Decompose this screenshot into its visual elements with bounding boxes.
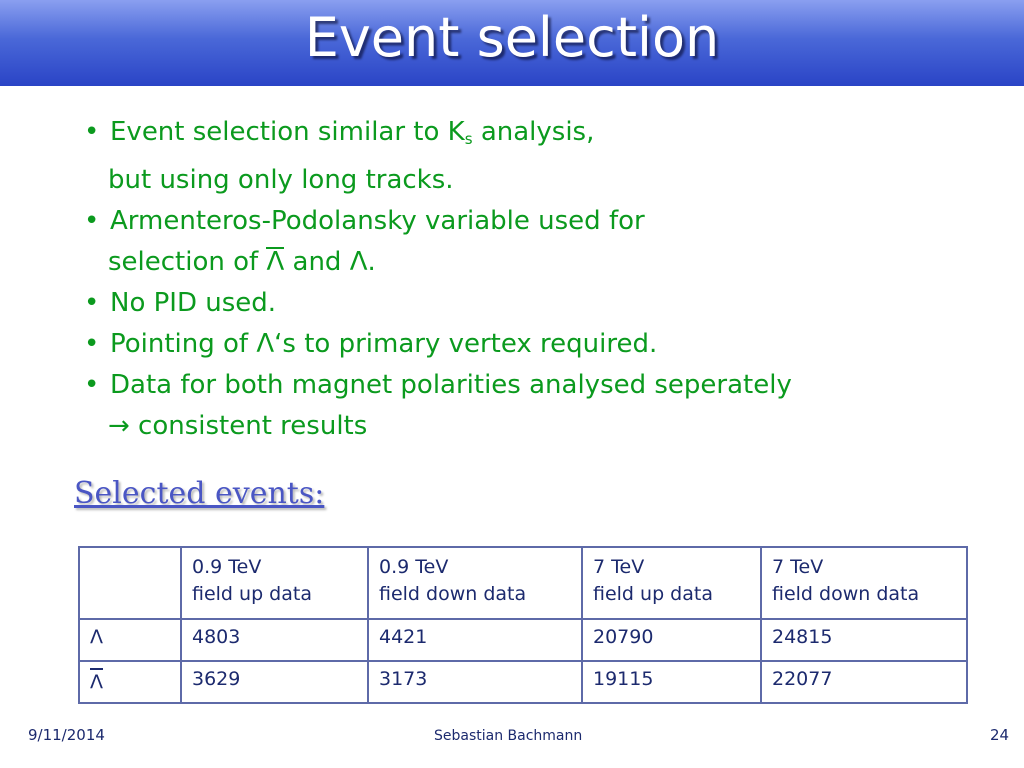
row-label-lambda: Λ — [79, 619, 181, 661]
table-header-cell: 0.9 TeV field down data — [368, 547, 582, 619]
bullet-dot: • — [84, 329, 100, 359]
table-header-cell: 7 TeV field down data — [761, 547, 967, 619]
bullet-2-continuation: selection of Λ and Λ. — [108, 247, 376, 277]
table-row — [79, 661, 967, 703]
table-cell: 22077 — [761, 661, 967, 703]
table-row — [79, 619, 967, 661]
bullet-4: • Pointing of Λ‘s to primary vertex required. — [80, 324, 980, 365]
table-header-cell: 7 TeV field up data — [582, 547, 761, 619]
table-cell: 3629 — [181, 661, 368, 703]
antilambda-symbol: Λ — [266, 247, 285, 277]
footer-date: 9/11/2014 — [28, 726, 105, 744]
bullet-dot: • — [84, 117, 100, 147]
bullet-1: • Event selection similar to $K_s$ analysis, — [80, 112, 980, 160]
slide-title: Event selection — [304, 6, 720, 69]
table-cell: 20790 — [582, 619, 761, 661]
page-number: 24 — [990, 726, 1010, 744]
bullet-dot: • — [84, 288, 100, 318]
bullet-1-continuation: but using only long tracks. — [108, 165, 454, 195]
table-header-row — [79, 547, 967, 619]
bullet-dot: • — [84, 206, 100, 236]
table-header-cell — [79, 547, 181, 619]
bullet-3: • No PID used. — [80, 283, 980, 324]
table-cell: 4421 — [368, 619, 582, 661]
table-header-cell: 0.9 TeV field up data — [181, 547, 368, 619]
events-table — [78, 546, 968, 704]
bullet-2: • Armenteros-Podolansky variable used for — [80, 201, 980, 242]
bullet-5-continuation: → consistent results — [108, 411, 368, 441]
table-cell: 24815 — [761, 619, 967, 661]
bullet-5: • Data for both magnet polarities analysed seperately — [80, 365, 980, 406]
lambda-symbol: Λ — [349, 247, 368, 277]
bullet-list — [80, 112, 980, 447]
arrow-right-icon: → — [108, 411, 130, 441]
subscript-s: s — [464, 130, 473, 148]
table-cell: 3173 — [368, 661, 582, 703]
row-label-antilambda: Λ — [79, 661, 181, 703]
selected-events-heading: Selected events: — [74, 476, 325, 511]
table-cell: 19115 — [582, 661, 761, 703]
footer-author: Sebastian Bachmann — [434, 728, 583, 744]
table-cell: 4803 — [181, 619, 368, 661]
bullet-dot: • — [84, 370, 100, 400]
